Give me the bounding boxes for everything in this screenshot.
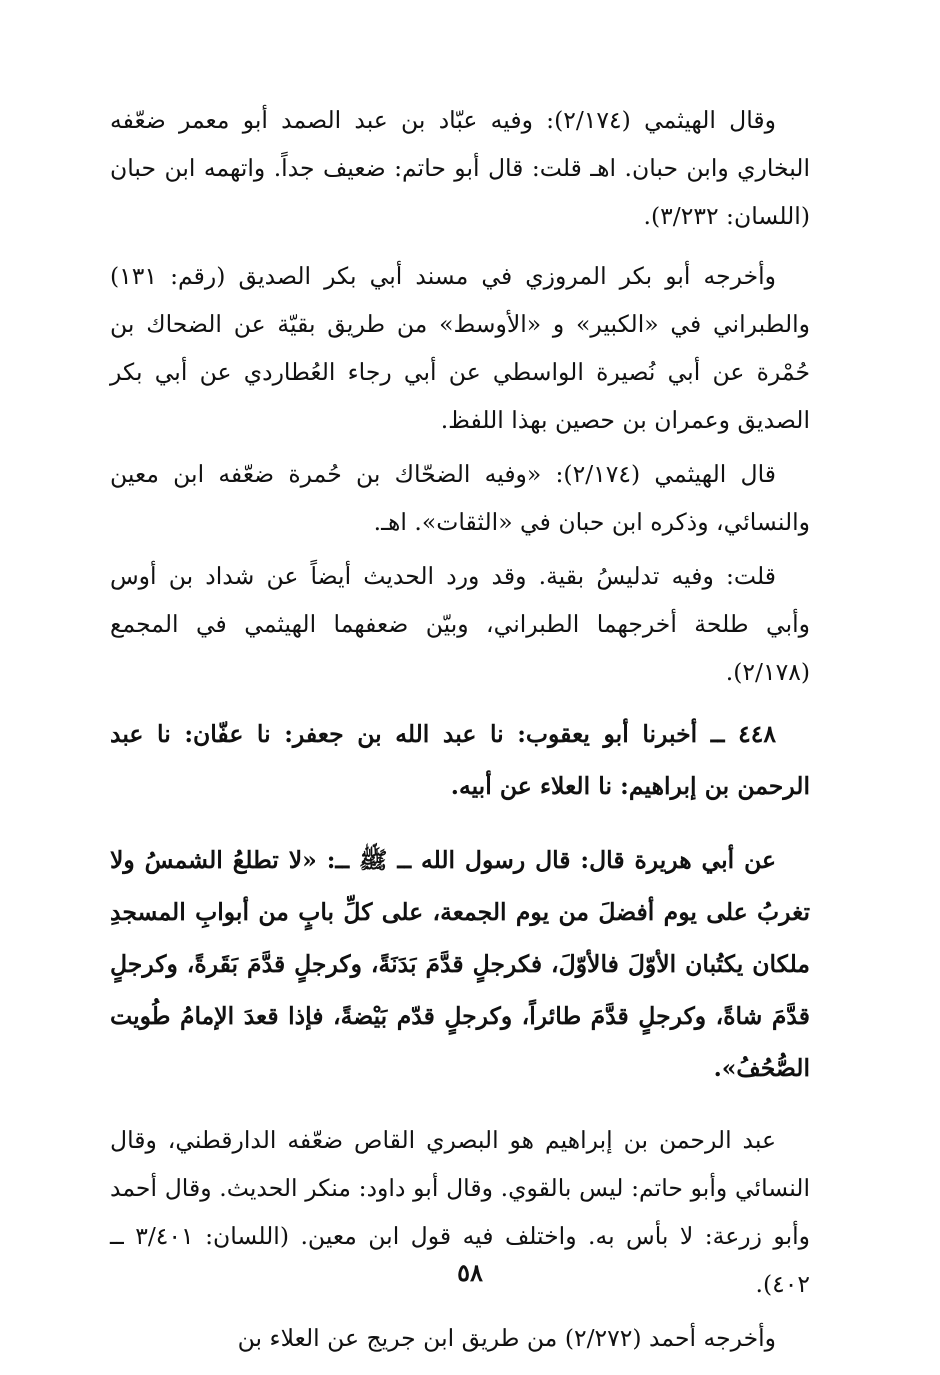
paragraph-tadlis-baqiyya: قلت: وفيه تدليسُ بقية. وقد ورد الحديث أيضاً عن شداد بن أوس وأبي طلحة أخرجهما الطبراني، وبيّن ضعفهما الهيثمي في المجمع (٢/١٧٨). — [110, 562, 810, 686]
paragraph-abdulrahman-grading: عبد الرحمن بن إبراهيم هو البصري القاص ضعّفه الدارقطني، وقال النسائي وأبو حاتم: ليس بالقوي. وقال أبو داود: منكر الحديث. وقال أحمد وأبو زرعة: لا بأس به. واختلف فيه قول ابن معين. (اللسان: ٣/٤٠١ ــ ٤٠٢). — [110, 1126, 810, 1298]
paragraph-marwazi-takhrij: وأخرجه أبو بكر المروزي في مسند أبي بكر الصديق (رقم: ١٣١) والطبراني في «الكبير» و «الأوسط» من طريق بقيّة عن الضحاك بن حُمْرة عن أبي نُصيرة الواسطي عن أبي رجاء العُطاردي عن أبي بكر الصديق وعمران بن حصين بهذا اللفظ. — [110, 262, 810, 434]
hadith-isnad-448: ٤٤٨ ــ أخبرنا أبو يعقوب: نا عبد الله بن جعفر: نا عفّان: نا عبد الرحمن بن إبراهيم: نا العلاء عن أبيه. — [110, 720, 810, 800]
paragraph-haythami-dahhak: قال الهيثمي (٢/١٧٤): «وفيه الضحّاك بن حُمرة ضعّفه ابن معين والنسائي، وذكره ابن حبان في «الثقات». اهـ. — [110, 460, 810, 536]
paragraph-ahmad-takhrij: وأخرجه أحمد (٢/٢٧٢) من طريق ابن جريج عن العلاء بن — [237, 1324, 776, 1352]
hadith-matn-448: عن أبي هريرة قال: قال رسول الله ــ ﷺ ــ: «لا تطلعُ الشمسُ ولا تغربُ على يوم أفضلَ من يوم الجمعة، على كلِّ بابٍ من أبوابِ المسجدِ ملكان يكتُبان الأوّلَ فالأوّلَ، فكرجلٍ قدَّمَ بَدَنَةً، وكرجلٍ قدَّمَ بَقَرةً، وكرجلٍ قدَّمَ شاةً، وكرجلٍ قدَّمَ طائراً، وكرجلٍ قدّم بَيْضةً، فإذا قعدَ الإمامُ طُويت الصُّحُفُ». — [110, 846, 810, 1082]
page-body — [110, 96, 810, 1362]
page-number: ٥٨ — [457, 1258, 483, 1287]
paragraph-haythami-abbad: وقال الهيثمي (٢/١٧٤): وفيه عبّاد بن عبد الصمد أبو معمر ضعّفه البخاري وابن حبان. اهـ قلت: قال أبو حاتم: ضعيف جداً. واتهمه ابن حبان (اللسان: ٣/٢٣٢). — [110, 106, 810, 230]
